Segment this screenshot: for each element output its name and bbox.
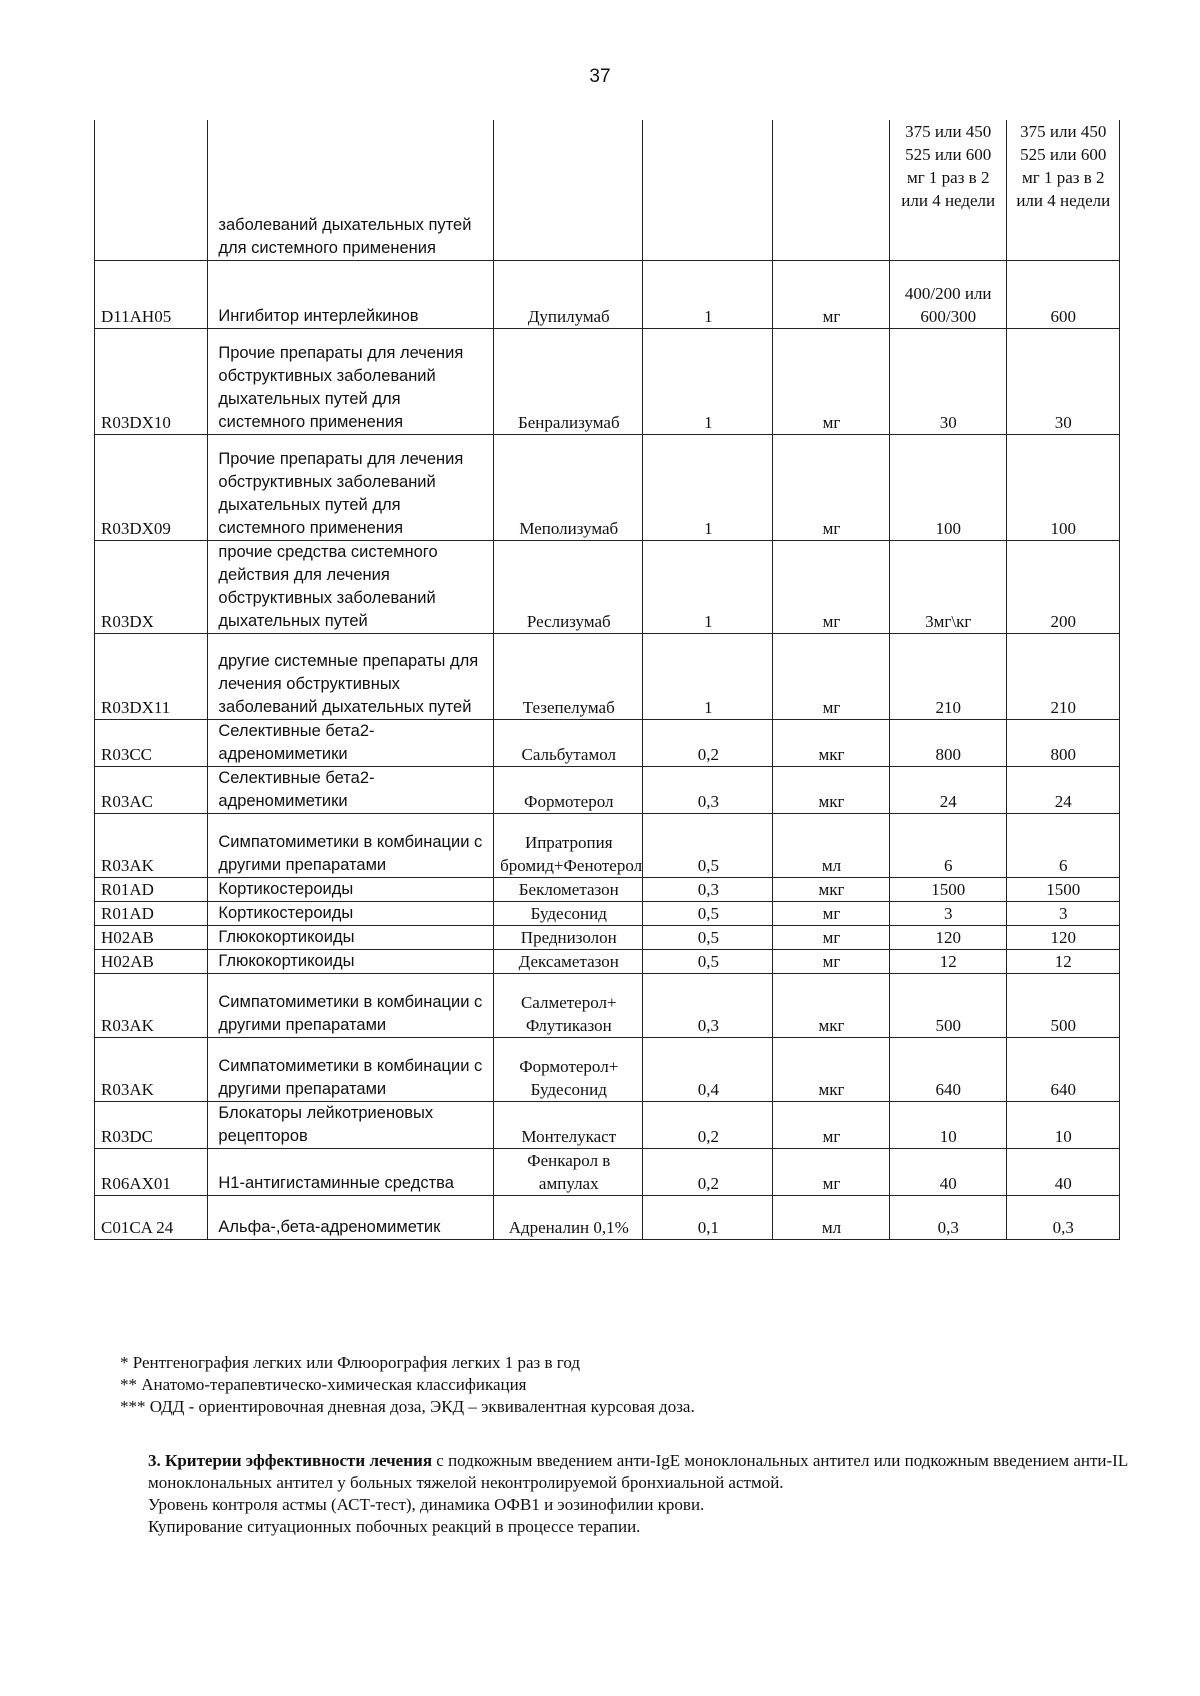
atc-code-cell: R03DX (95, 540, 208, 633)
daily-dose-cell: 40 (889, 1148, 1006, 1195)
daily-dose-cell: 1500 (889, 877, 1006, 901)
daily-dose-cell: 24 (889, 766, 1006, 813)
table-row (95, 719, 1120, 766)
daily-dose-cell: 800 (889, 719, 1006, 766)
frequency-cell: 0,2 (643, 719, 773, 766)
drug-name-cell: Дексаметазон (494, 949, 643, 973)
course-dose-cell: 3 (1006, 901, 1119, 925)
group-description-cell: Ингибитор интерлейкинов (208, 260, 494, 328)
atc-code-cell: R03DX11 (95, 633, 208, 719)
drug-name-cell: Формотерол+ Будесонид (494, 1037, 643, 1101)
atc-code-cell: R01AD (95, 901, 208, 925)
unit-cell: мкг (773, 766, 890, 813)
course-dose-cell: 600 (1006, 260, 1119, 328)
daily-dose-cell: 500 (889, 973, 1006, 1037)
drug-name-cell: Тезепелумаб (494, 633, 643, 719)
frequency-cell: 0,3 (643, 973, 773, 1037)
drug-name-cell: Сальбутамол (494, 719, 643, 766)
course-dose-cell: 200 (1006, 540, 1119, 633)
frequency-cell: 0,3 (643, 877, 773, 901)
unit-cell: мкг (773, 973, 890, 1037)
atc-code-cell: R03CC (95, 719, 208, 766)
group-description-cell: H1-антигистаминные средства (208, 1148, 494, 1195)
group-description-cell: Селективные бета2-адреномиметики (208, 719, 494, 766)
daily-dose-cell: 640 (889, 1037, 1006, 1101)
course-dose-cell: 800 (1006, 719, 1119, 766)
daily-dose-cell: 120 (889, 925, 1006, 949)
frequency-cell: 0,3 (643, 766, 773, 813)
drug-name-cell: Меполизумаб (494, 434, 643, 540)
course-dose-cell: 40 (1006, 1148, 1119, 1195)
course-dose-cell: 120 (1006, 925, 1119, 949)
atc-code-cell: R03DX10 (95, 328, 208, 434)
course-dose-cell: 500 (1006, 973, 1119, 1037)
table-row (95, 120, 1120, 260)
footnotes (120, 1352, 1120, 1418)
table-row (95, 540, 1120, 633)
daily-dose-cell: 100 (889, 434, 1006, 540)
table-row (95, 925, 1120, 949)
drug-name-cell: Бенрализумаб (494, 328, 643, 434)
group-description-cell: заболеваний дыхательных путей для системного применения (208, 120, 494, 260)
table-row (95, 766, 1120, 813)
atc-code-cell: R03AK (95, 813, 208, 877)
drug-table (94, 120, 1120, 1240)
drug-table-body (95, 120, 1120, 1239)
unit-cell: мг (773, 633, 890, 719)
frequency-cell: 1 (643, 328, 773, 434)
frequency-cell: 1 (643, 540, 773, 633)
table-row (95, 1148, 1120, 1195)
drug-name-cell: Дупилумаб (494, 260, 643, 328)
table-row (95, 1037, 1120, 1101)
atc-code-cell: R03AC (95, 766, 208, 813)
table-row (95, 901, 1120, 925)
frequency-cell: 0,4 (643, 1037, 773, 1101)
table-row (95, 1195, 1120, 1239)
drug-name-cell: Беклометазон (494, 877, 643, 901)
atc-code-cell: H02AB (95, 925, 208, 949)
group-description-cell: Глюкокортикоиды (208, 925, 494, 949)
table-row (95, 973, 1120, 1037)
atc-code-cell: R01AD (95, 877, 208, 901)
drug-name-cell (494, 120, 643, 260)
group-description-cell: Кортикостероиды (208, 901, 494, 925)
daily-dose-cell: 375 или 450 525 или 600 мг 1 раз в 2 или 4 недели (889, 120, 1006, 260)
atc-code-cell: R06AX01 (95, 1148, 208, 1195)
unit-cell: мг (773, 1148, 890, 1195)
frequency-cell: 0,2 (643, 1148, 773, 1195)
unit-cell: мл (773, 1195, 890, 1239)
drug-name-cell: Адреналин 0,1% (494, 1195, 643, 1239)
group-description-cell: Альфа-,бета-адреномиметик (208, 1195, 494, 1239)
drug-name-cell: Салметерол+ Флутиказон (494, 973, 643, 1037)
course-dose-cell: 6 (1006, 813, 1119, 877)
course-dose-cell: 12 (1006, 949, 1119, 973)
criteria-text: с подкожным введением анти-IgE моноклональных антител или подкожным введением анти-IL моноклональных антител у больных тяжелой неконтролируемой бронхиальной астмой. (148, 1451, 1128, 1492)
footnote: ** Анатомо-терапевтическо-химическая классификация (120, 1375, 527, 1394)
group-description-cell: Симпатомиметики в комбинации с другими препаратами (208, 973, 494, 1037)
atc-code-cell: R03DX09 (95, 434, 208, 540)
course-dose-cell: 100 (1006, 434, 1119, 540)
criteria-line: Уровень контроля астмы (АСТ-тест), динамика ОФВ1 и эозинофилии крови. (148, 1495, 705, 1514)
frequency-cell: 1 (643, 260, 773, 328)
daily-dose-cell: 0,3 (889, 1195, 1006, 1239)
daily-dose-cell: 30 (889, 328, 1006, 434)
daily-dose-cell: 400/200 или 600/300 (889, 260, 1006, 328)
unit-cell: мкг (773, 719, 890, 766)
course-dose-cell: 375 или 450 525 или 600 мг 1 раз в 2 или 4 недели (1006, 120, 1119, 260)
atc-code-cell: D11AH05 (95, 260, 208, 328)
unit-cell: мл (773, 813, 890, 877)
frequency-cell: 0,2 (643, 1101, 773, 1148)
group-description-cell: Глюкокортикоиды (208, 949, 494, 973)
group-description-cell: Прочие препараты для лечения обструктивных заболеваний дыхательных путей для системного применения (208, 328, 494, 434)
table-row (95, 813, 1120, 877)
daily-dose-cell: 10 (889, 1101, 1006, 1148)
daily-dose-cell: 12 (889, 949, 1006, 973)
atc-code-cell: C01CA 24 (95, 1195, 208, 1239)
table-row (95, 633, 1120, 719)
group-description-cell: Прочие препараты для лечения обструктивных заболеваний дыхательных путей для системного применения (208, 434, 494, 540)
group-description-cell: другие системные препараты для лечения обструктивных заболеваний дыхательных путей (208, 633, 494, 719)
table-row (95, 434, 1120, 540)
group-description-cell: прочие средства системного действия для лечения обструктивных заболеваний дыхательных путей (208, 540, 494, 633)
group-description-cell: Симпатомиметики в комбинации с другими препаратами (208, 1037, 494, 1101)
drug-name-cell: Преднизолон (494, 925, 643, 949)
page-number: 37 (589, 66, 611, 87)
atc-code-cell: R03AK (95, 973, 208, 1037)
course-dose-cell: 640 (1006, 1037, 1119, 1101)
drug-name-cell: Ипратропия бромид+Фенотерол (494, 813, 643, 877)
frequency-cell: 1 (643, 633, 773, 719)
table-row (95, 1101, 1120, 1148)
unit-cell: мкг (773, 1037, 890, 1101)
daily-dose-cell: 210 (889, 633, 1006, 719)
unit-cell: мг (773, 540, 890, 633)
drug-name-cell: Реслизумаб (494, 540, 643, 633)
footnote: *** ОДД - ориентировочная дневная доза, ЭКД – эквивалентная курсовая доза. (120, 1397, 695, 1416)
drug-name-cell: Монтелукаст (494, 1101, 643, 1148)
unit-cell: мг (773, 901, 890, 925)
criteria-paragraph (148, 1450, 1138, 1494)
unit-cell: мг (773, 328, 890, 434)
unit-cell: мг (773, 434, 890, 540)
frequency-cell (643, 120, 773, 260)
group-description-cell: Симпатомиметики в комбинации с другими препаратами (208, 813, 494, 877)
course-dose-cell: 24 (1006, 766, 1119, 813)
frequency-cell: 1 (643, 434, 773, 540)
daily-dose-cell: 3мг\кг (889, 540, 1006, 633)
frequency-cell: 0,1 (643, 1195, 773, 1239)
table-row (95, 328, 1120, 434)
criteria-line: Купирование ситуационных побочных реакций в процессе терапии. (148, 1517, 641, 1536)
table-row (95, 260, 1120, 328)
atc-code-cell: R03AK (95, 1037, 208, 1101)
frequency-cell: 0,5 (643, 949, 773, 973)
atc-code-cell: R03DC (95, 1101, 208, 1148)
atc-code-cell: H02AB (95, 949, 208, 973)
criteria-heading: 3. Критерии эффективности лечения (148, 1451, 433, 1470)
course-dose-cell: 30 (1006, 328, 1119, 434)
table-row (95, 877, 1120, 901)
frequency-cell: 0,5 (643, 925, 773, 949)
atc-code-cell (95, 120, 208, 260)
drug-name-cell: Будесонид (494, 901, 643, 925)
footnote: * Рентгенография легких или Флюорография легких 1 раз в год (120, 1353, 581, 1372)
daily-dose-cell: 6 (889, 813, 1006, 877)
group-description-cell: Блокаторы лейкотриеновых рецепторов (208, 1101, 494, 1148)
course-dose-cell: 1500 (1006, 877, 1119, 901)
group-description-cell: Селективные бета2-адреномиметики (208, 766, 494, 813)
group-description-cell: Кортикостероиды (208, 877, 494, 901)
table-row (95, 949, 1120, 973)
unit-cell: мг (773, 949, 890, 973)
drug-name-cell: Формотерол (494, 766, 643, 813)
unit-cell: мкг (773, 877, 890, 901)
unit-cell: мг (773, 1101, 890, 1148)
frequency-cell: 0,5 (643, 813, 773, 877)
efficacy-criteria-section (148, 1450, 1138, 1538)
frequency-cell: 0,5 (643, 901, 773, 925)
course-dose-cell: 10 (1006, 1101, 1119, 1148)
course-dose-cell: 210 (1006, 633, 1119, 719)
course-dose-cell: 0,3 (1006, 1195, 1119, 1239)
unit-cell: мг (773, 260, 890, 328)
daily-dose-cell: 3 (889, 901, 1006, 925)
unit-cell: мг (773, 925, 890, 949)
drug-name-cell: Фенкарол в ампулах (494, 1148, 643, 1195)
unit-cell (773, 120, 890, 260)
